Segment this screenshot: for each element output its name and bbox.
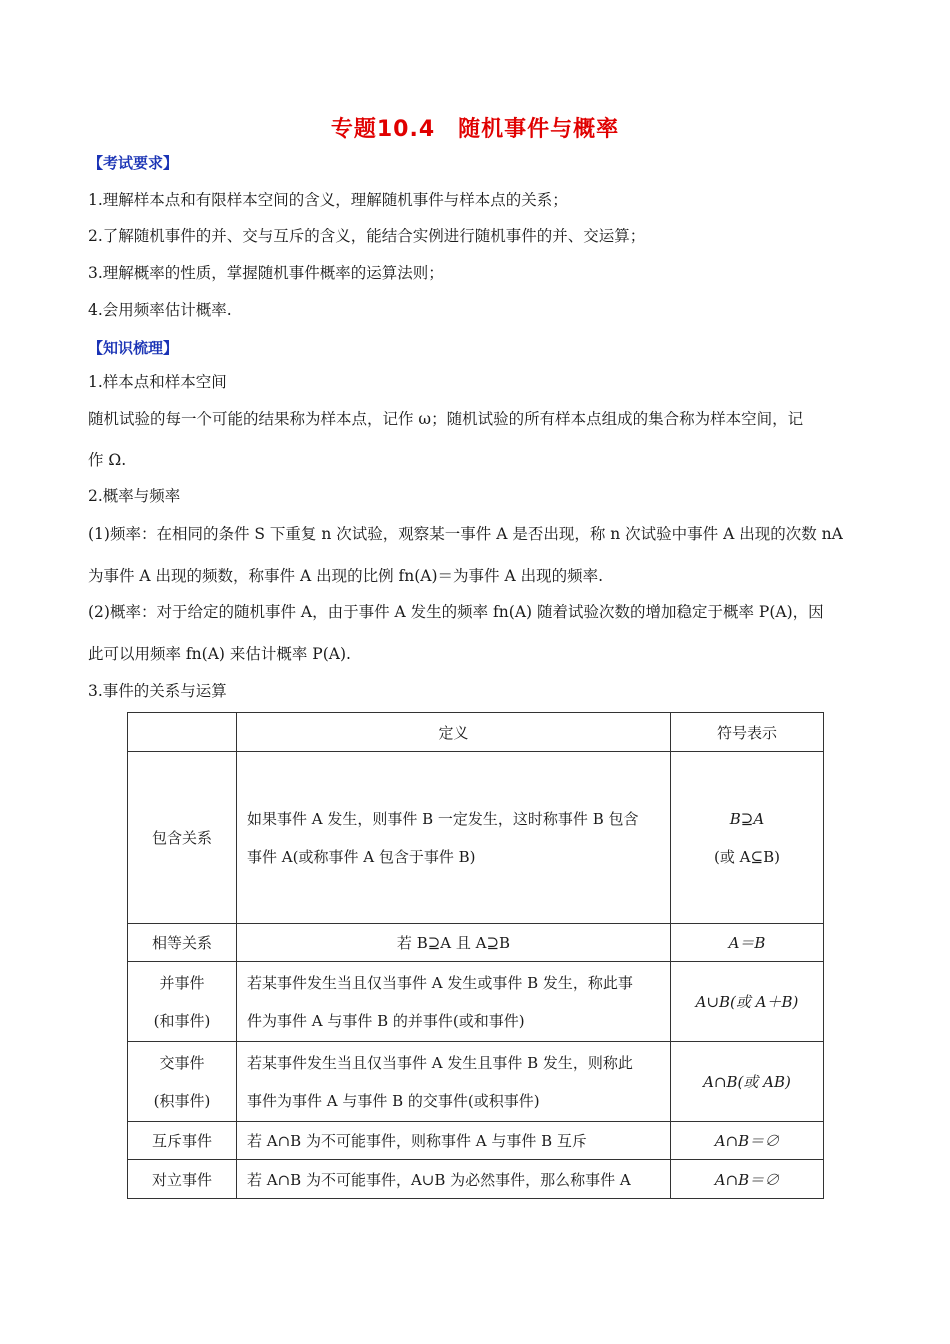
relation-symbol-cell <box>671 1160 824 1199</box>
table-header-cell: 符号表示 <box>671 713 824 752</box>
paragraph-frequency-cont: 为事件 A 出现的频数，称事件 A 出现的比例 fn(A)＝为事件 A 出现的频率. <box>88 567 604 585</box>
relation-name: (和事件) <box>153 1011 211 1030</box>
relation-symbol-cell <box>671 752 824 924</box>
table-row <box>128 1042 824 1122</box>
definition-line: 如果事件 A 发生，则事件 B 一定发生，这时称事件 B 包含 <box>247 809 639 828</box>
heading-sample-space: 1.样本点和样本空间 <box>88 373 227 391</box>
relation-definition-cell <box>237 1122 671 1160</box>
relation-symbol-cell <box>671 1122 824 1160</box>
symbol-line: B⊇A <box>729 809 765 828</box>
relation-name-cell <box>128 1160 237 1199</box>
definition-line: 若 A∩B 为不可能事件，A∪B 为必然事件，那么称事件 A <box>247 1170 631 1189</box>
definition-line: 若 A∩B 为不可能事件，则称事件 A 与事件 B 互斥 <box>247 1132 587 1150</box>
relation-name: 对立事件 <box>151 1170 212 1189</box>
section-tag-exam-requirements: 【考试要求】 <box>88 154 179 172</box>
table-row <box>128 1122 824 1160</box>
table-row <box>128 752 824 924</box>
heading-probability-frequency: 2.概率与频率 <box>88 487 181 505</box>
page-title: 专题10.4 随机事件与概率 <box>330 117 620 142</box>
requirement-item: 2.了解随机事件的并、交与互斥的含义，能结合实例进行随机事件的并、交运算； <box>88 227 646 245</box>
symbol-line: A∩B＝∅ <box>714 1132 780 1150</box>
paragraph-probability: (2)概率：对于给定的随机事件 A，由于事件 A 发生的频率 fn(A) 随着试验次数的增加稳定于概率 P(A)，因 <box>88 603 824 621</box>
relation-name-cell <box>128 962 237 1042</box>
table-header-cell <box>128 713 237 752</box>
definition-line: 若某事件发生当且仅当事件 A 发生且事件 B 发生，则称此 <box>247 1053 633 1072</box>
paragraph-frequency: (1)频率：在相同的条件 S 下重复 n 次试验，观察某一事件 A 是否出现，称 n 次试验中事件 A 出现的次数 nA <box>88 525 843 543</box>
table-row <box>128 1160 824 1199</box>
symbol-line: A∩B＝∅ <box>714 1170 780 1189</box>
relation-name: 并事件 <box>159 973 205 992</box>
relation-name: 互斥事件 <box>151 1132 212 1150</box>
relation-name: 相等关系 <box>151 934 212 952</box>
relation-definition-cell <box>237 1160 671 1199</box>
paragraph-probability-cont: 此可以用频率 fn(A) 来估计概率 P(A). <box>88 645 351 663</box>
relation-definition-cell <box>237 752 671 924</box>
relation-name: 交事件 <box>159 1053 205 1072</box>
relation-name-cell <box>128 924 237 962</box>
relation-symbol-cell <box>671 1042 824 1122</box>
requirement-item: 4.会用频率估计概率. <box>88 301 232 319</box>
table-row <box>128 962 824 1042</box>
relation-definition-cell <box>237 962 671 1042</box>
table-header-row <box>128 713 824 752</box>
symbol-line: A∩B(或 AB) <box>703 1073 791 1091</box>
definition-line: 事件 A(或称事件 A 包含于事件 B) <box>247 847 476 866</box>
requirement-item: 3.理解概率的性质，掌握随机事件概率的运算法则； <box>88 264 444 282</box>
relation-definition-cell <box>237 924 671 962</box>
relation-name: 包含关系 <box>151 829 212 847</box>
definition-line: 若 B⊇A 且 A⊇B <box>396 934 511 952</box>
relation-definition-cell <box>237 1042 671 1122</box>
symbol-line: A∪B(或 A＋B) <box>695 993 799 1011</box>
table-row <box>128 924 824 962</box>
section-tag-knowledge: 【知识梳理】 <box>88 339 179 357</box>
paragraph-sample-space: 随机试验的每一个可能的结果称为样本点，记作 ω；随机试验的所有样本点组成的集合称为样本空间，记 <box>88 410 804 428</box>
relation-symbol-cell <box>671 924 824 962</box>
table-header-cell: 定义 <box>237 713 671 752</box>
requirement-item: 1.理解样本点和有限样本空间的含义，理解随机事件与样本点的关系； <box>88 191 568 209</box>
symbol-line: A＝B <box>728 934 766 952</box>
relation-name-cell <box>128 1122 237 1160</box>
definition-line: 若某事件发生当且仅当事件 A 发生或事件 B 发生，称此事 <box>247 973 633 992</box>
relation-name-cell <box>128 1042 237 1122</box>
heading-event-relations: 3.事件的关系与运算 <box>88 682 227 700</box>
definition-line: 件为事件 A 与事件 B 的并事件(或和事件) <box>247 1011 525 1030</box>
relation-symbol-cell <box>671 962 824 1042</box>
relation-name-cell <box>128 752 237 924</box>
symbol-line: (或 A⊆B) <box>714 847 780 866</box>
paragraph-sample-space-cont: 作 Ω. <box>88 451 127 469</box>
definition-line: 事件为事件 A 与事件 B 的交事件(或积事件) <box>247 1091 540 1110</box>
event-relations-table <box>127 712 824 1199</box>
relation-name: (积事件) <box>153 1091 211 1110</box>
